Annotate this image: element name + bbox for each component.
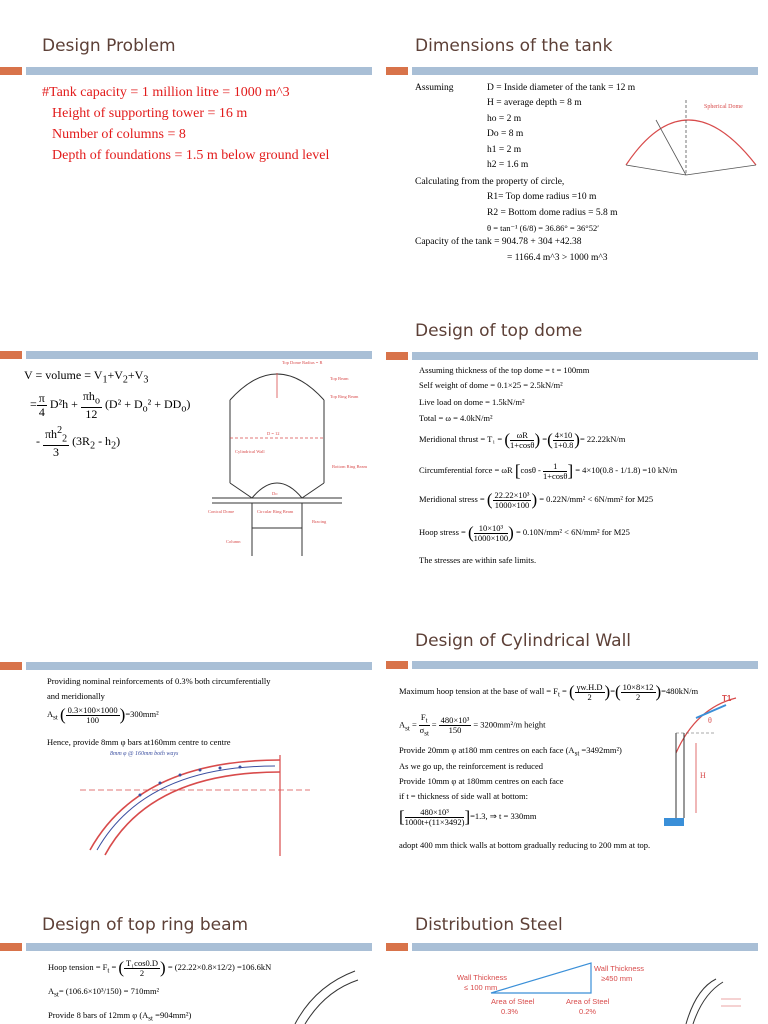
text-line: R2 = Bottom dome radius = 5.8 m — [487, 208, 618, 218]
sketch-label: Top Ring Beam — [330, 394, 359, 399]
slide-design-problem — [0, 0, 372, 236]
text-line: Provide 10mm φ at 180mm centres on each face — [399, 776, 564, 786]
sketch-label: 8mm φ @ 160mm both ways — [110, 751, 179, 757]
sketch-label: Top Beam — [330, 376, 349, 381]
text-line: h2 = 1.6 m — [487, 160, 529, 170]
formula-text: σ — [419, 725, 425, 736]
numerator: 1 — [543, 462, 567, 472]
numerator: ωR — [510, 431, 534, 441]
denominator: 1000t+(11×3492) — [404, 816, 465, 827]
title-divider — [386, 661, 758, 669]
formula-text: Meridional stress = — [419, 493, 485, 504]
numerator: 10×10³ — [474, 524, 509, 534]
denominator: 4 — [38, 404, 45, 419]
formula-text: = (106.6×10³/150) = 710mm² — [58, 986, 160, 996]
formula-text: A — [48, 986, 55, 996]
formula-text: ) — [186, 397, 191, 411]
sketch-label: Circular Ring Beam — [257, 509, 294, 514]
slide-volume — [0, 320, 372, 556]
title-divider — [0, 662, 372, 670]
sketch-label: D = 12 — [267, 431, 280, 436]
formula-line: $A_{st}= (106.6\times 10^3/150) = 710mm^2$ — [48, 986, 160, 999]
formula-text: = (22.22×0.8×12/2) =106.6kN — [165, 961, 272, 972]
denominator: 1+cosθ — [510, 439, 535, 450]
formula-text: Hoop stress = — [419, 526, 466, 537]
numerator: 0.3×100×1000 — [67, 704, 118, 715]
formula-line: - $\frac{\pi h^2_2}{3}$ $(3R_2 - h_2)$ — [36, 425, 121, 459]
formula-text: =904mm²) — [153, 1010, 192, 1020]
title-divider — [386, 352, 758, 360]
ring-beam-sketch — [290, 966, 360, 1024]
numerator: $F_t$ — [420, 712, 428, 725]
text-line: As we go up, the reinforcement is reduced — [399, 761, 543, 771]
formula-line: Hoop stress = ( $\frac{\text{10×10³}}{1000\times 100}$ ) = 0.10N/mm² < 6N/mm² for M25 — [419, 522, 630, 543]
text-line: Calculating from the property of circle, — [415, 177, 565, 187]
numerator: 10×8×12 — [622, 681, 654, 692]
title-divider — [386, 67, 758, 75]
formula-text: =300mm² — [125, 708, 159, 719]
diagram-label: Area of Steel — [491, 997, 535, 1006]
formula-text: Hoop tension = F — [48, 961, 108, 972]
denominator: 12 — [85, 406, 98, 421]
denominator: 2 — [139, 967, 145, 978]
text-line: adopt 400 mm thick walls at bottom gradually reducing to 200 mm at top. — [399, 840, 651, 850]
text-line: H = average depth = 8 m — [487, 98, 582, 108]
text-line: ho = 2 m — [487, 114, 522, 124]
sketch-label: T1 — [722, 694, 732, 703]
formula-text: πh — [82, 389, 95, 403]
formula-text: - h — [95, 434, 112, 448]
title-divider — [386, 943, 758, 951]
formula-line: Meridional stress = ( $\frac{\text{22.22×10³}}{1000\times 100}$ ) = 0.22N/mm² < 6N/mm² for M25 — [419, 489, 654, 510]
text-line: h1 = 2 m — [487, 145, 522, 155]
sketch-label: Do — [272, 491, 278, 496]
formula-line: Provide 20mm φ at180 mm centres on each face $(A_{st} =3492mm^2)$ — [399, 745, 622, 758]
text-line: Assuming thickness of the top dome = t = 100mm — [419, 365, 590, 375]
numerator: 22.22×10³ — [494, 489, 530, 500]
formula-text: (D² + D — [104, 397, 143, 411]
denominator: 100 — [86, 714, 100, 725]
formula-text: =3492mm²) — [579, 745, 622, 755]
title-divider — [0, 67, 372, 75]
text-line: Self weight of dome = 0.1×25 = 2.5kN/m² — [419, 380, 563, 390]
formula-line: Provide 8 bars of 12mm φ $(A_{st} =904mm^2)$ — [48, 1010, 192, 1023]
slide-top-ring-beam — [0, 886, 372, 1024]
denominator: 2 — [635, 691, 641, 702]
diagram-label: ≥450 mm — [601, 974, 633, 983]
sketch-label: Column — [226, 539, 241, 544]
reinforcement-sketch — [80, 750, 320, 856]
formula-line: Maximum hoop tension at the base of wall = $F_t$ = ( $\frac{\gamma w.H.D}{2}$ )=( $\frac{10\times 8\times 12}{2}$ )=480kN/m — [399, 681, 699, 702]
formula-text: πh — [45, 427, 58, 441]
text-line: The stresses are within safe limits. — [419, 555, 537, 565]
formula-line: Meridional thrust = T₁ = ( $\frac{\omega R}{1+\cos\theta}$ ) =( $\frac{4\times 10}{1+0.8}$ )= 22.22kN/m — [419, 429, 626, 450]
slide-cylindrical-wall — [386, 605, 758, 865]
formula-text: Circumferential force = ωR — [419, 464, 513, 475]
formula-text: A — [399, 719, 406, 730]
slide-title: Distribution Steel — [415, 915, 563, 935]
formula-text: D²h + — [49, 397, 78, 411]
numerator: γw.H.D — [576, 681, 603, 692]
formula-text: = 0.10N/mm² < 6N/mm² for M25 — [515, 526, 630, 537]
denominator: 150 — [448, 725, 462, 736]
numerator: 480×10³ — [440, 715, 470, 726]
sketch-label: Spherical Dome — [704, 104, 743, 110]
text-line: Do = 8 m — [487, 129, 524, 139]
denominator: 2 — [587, 691, 592, 702]
formula-text: Maximum hoop tension at the base of wall = F — [399, 685, 558, 696]
sketch-label: H — [700, 771, 706, 780]
formula-text: Meridional thrust = T₁ = — [419, 433, 503, 444]
text-line: θ = tan⁻¹ (6/8) = 36.86° = 36°52′ — [487, 223, 600, 233]
formula-line: Hoop tension = $F_t$ = ( $\frac{\text{T₁cos0.D}}{2}$ ) = (22.22×0.8×12/2) =106.6kN — [48, 957, 272, 978]
text-line: = 1166.4 m^3 > 1000 m^3 — [507, 253, 608, 263]
numerator: π — [38, 391, 45, 406]
formula-line: $A_{st}$ ( $\frac{0.3\times 100\times 1000}{100}$ )=300mm² — [47, 704, 159, 725]
numerator: $\pi h^2_2$ — [45, 425, 68, 445]
formula-line: $A_{st}$ = $\frac{F_t}{\sigma_{st}}$ = $\frac{\text{480×10³}}{150}$ = 3200mm²/m height — [399, 712, 546, 738]
text-line: and meridionally — [47, 691, 105, 701]
dome-sketch — [616, 95, 758, 185]
text-line: D = Inside diameter of the tank = 12 m — [487, 83, 636, 93]
formula-text: = 22.22kN/m — [579, 433, 626, 444]
text-line: Providing nominal reinforcements of 0.3% both circumferentially — [47, 676, 271, 686]
text-line: #Tank capacity = 1 million litre = 1000 m^3 — [42, 85, 290, 100]
denominator: 3 — [53, 444, 60, 459]
formula-text: F — [420, 712, 426, 722]
sketch-label: Bracing — [312, 519, 327, 524]
formula-text: V = volume = V — [24, 368, 103, 382]
diagram-label: 0.3% — [501, 1007, 519, 1016]
text-line: R1= Top dome radius =10 m — [487, 192, 597, 202]
text-line: Depth of foundations = 1.5 m below ground level — [52, 148, 330, 163]
formula-text: ) — [116, 434, 121, 448]
formula-text: +V — [127, 368, 144, 382]
formula-line: Circumferential force = ωR [cosθ - $\frac{1}{1+\cos\theta}$ ] = 4×10(0.8 - 1/1.8) =10 kN/m — [419, 460, 678, 481]
formula-text: Provide 20mm φ at180 mm centres on each face (A — [399, 745, 575, 755]
diagram-label: Wall Thickness — [594, 964, 645, 973]
denominator: 1+cosθ — [542, 470, 568, 481]
numerator: $\pi h_o$ — [82, 389, 100, 407]
formula-line: V = volume = $V_1+V_2+V_3$ — [24, 368, 149, 386]
formula-text: - — [36, 434, 40, 448]
slide-title: Design Problem — [42, 36, 176, 56]
formula-line: [ $\frac{\text{480×10³}}{1000t+(11\times 3492)}$ ]=1.3, ⇒ t = 330mm — [399, 806, 537, 827]
denominator: 1000×100 — [473, 532, 509, 543]
slide-dome-reinforcement — [0, 620, 372, 856]
formula-text: =480kN/m — [661, 685, 699, 696]
text-line: Live load on dome = 1.5kN/m² — [419, 397, 525, 407]
tank-sketch — [202, 358, 372, 556]
formula-text: cosθ - — [520, 464, 541, 475]
sketch-label: θ — [708, 716, 712, 725]
numerator: 4×10 — [554, 429, 573, 440]
formula-line: = $\frac{\pi}{4}$ D²h + $\frac{\pi h_o}{12}$ $(D^2 + D_o^2 + DD_o)$ — [30, 389, 191, 421]
text-line: if t = thickness of side wall at bottom: — [399, 791, 528, 801]
text-line: Total = ω = 4.0kN/m² — [419, 413, 493, 423]
text-line: Height of supporting tower = 16 m — [52, 106, 248, 121]
text-line: Number of columns = 8 — [52, 127, 186, 142]
slide-dimensions — [386, 0, 758, 236]
slide-distribution-steel — [386, 886, 758, 1024]
formula-text: = 0.22N/mm² < 6N/mm² for M25 — [539, 493, 654, 504]
formula-text: Provide 8 bars of 12mm φ (A — [48, 1010, 149, 1020]
sketch-label: Conical Dome — [208, 509, 235, 514]
slide-title: Design of Cylindrical Wall — [415, 631, 632, 651]
slide-title: Design of top ring beam — [42, 915, 249, 935]
slide-top-dome — [386, 285, 758, 575]
diagram-label: ≤ 100 mm — [464, 983, 498, 992]
denominator: $\sigma_{st}$ — [419, 725, 429, 738]
formula-text: ² + DD — [147, 397, 182, 411]
formula-text: (3R — [72, 434, 91, 448]
formula-text: +V — [107, 368, 123, 382]
text-line: Assuming — [415, 83, 454, 93]
text-line: Hence, provide 8mm φ bars at160mm centre to centre — [47, 737, 231, 747]
diagram-label: 0.2% — [579, 1007, 597, 1016]
formula-text: = 3200mm²/m height — [473, 719, 546, 730]
text-line: Capacity of the tank = 904.78 + 304 +42.38 — [415, 237, 582, 247]
wall-end-sketch — [681, 974, 751, 1024]
formula-text: A — [47, 708, 54, 719]
sketch-label: Top Dome Radius = R — [282, 360, 323, 365]
sketch-label: Cylindrical Wall — [235, 449, 265, 454]
title-divider — [0, 943, 372, 951]
wall-sketch — [656, 693, 746, 833]
diagram-label: Wall Thickness — [457, 973, 508, 982]
numerator: T₁cos0.D — [126, 957, 159, 968]
denominator: 1+0.8 — [553, 439, 574, 450]
diagram-label: Area of Steel — [566, 997, 610, 1006]
slide-title: Design of top dome — [415, 321, 583, 341]
formula-text: =1.3, ⇒ t = 330mm — [470, 810, 537, 821]
numerator: 480×10³ — [405, 808, 465, 818]
denominator: 1000×100 — [494, 499, 530, 510]
sketch-label: Bottom Ring Beam — [332, 464, 368, 469]
slide-title: Dimensions of the tank — [415, 36, 613, 56]
formula-text: = 4×10(0.8 - 1/1.8) =10 kN/m — [575, 464, 678, 475]
